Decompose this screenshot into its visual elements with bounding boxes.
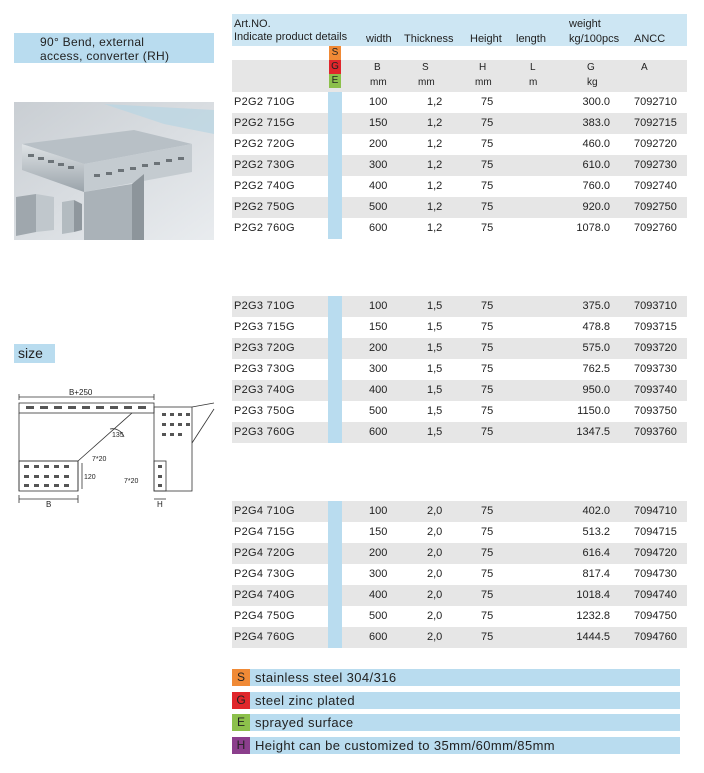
table-row (232, 564, 687, 585)
cell-width: 300 (369, 568, 388, 580)
cell-width: 600 (369, 631, 388, 643)
cell-height: 75 (481, 568, 494, 580)
cell-thickness: 1,2 (427, 138, 443, 150)
cell-thickness: 1,5 (427, 321, 443, 333)
header-indicate: Indicate product details (234, 31, 348, 43)
cell-art-no: P2G2 740G (234, 180, 295, 192)
cell-art-no: P2G2 760G (234, 222, 295, 234)
cell-height: 75 (481, 526, 494, 538)
legend-item-h (232, 737, 680, 754)
cell-thickness: 1,5 (427, 342, 443, 354)
legend-item-g (232, 692, 680, 709)
cell-art-no: P2G4 730G (234, 568, 295, 580)
cell-thickness: 2,0 (427, 610, 443, 622)
cell-width: 150 (369, 117, 388, 129)
unit-s: mm (418, 77, 435, 88)
cell-weight: 950.0 (582, 384, 610, 396)
cell-thickness: 1,2 (427, 96, 443, 108)
cell-ancc: 7092720 (634, 138, 677, 150)
cell-ancc: 7094760 (634, 631, 677, 643)
cell-height: 75 (481, 610, 494, 622)
cell-weight: 1444.5 (576, 631, 610, 643)
dim-hole-side-label: 7*20 (124, 478, 139, 485)
legend-item-e (232, 714, 680, 731)
cell-thickness: 2,0 (427, 526, 443, 538)
cell-thickness: 1,5 (427, 300, 443, 312)
cell-weight: 762.5 (582, 363, 610, 375)
cell-weight: 300.0 (582, 96, 610, 108)
cell-width: 150 (369, 526, 388, 538)
cell-thickness: 2,0 (427, 589, 443, 601)
header-units-stripe (232, 60, 687, 92)
dim-b-label: B (46, 500, 52, 509)
cell-width: 300 (369, 159, 388, 171)
table-row (232, 422, 687, 443)
table-row (232, 522, 687, 543)
header-height: Height (470, 33, 502, 45)
cell-ancc: 7093720 (634, 342, 677, 354)
cell-ancc: 7093750 (634, 405, 677, 417)
cell-thickness: 1,2 (427, 222, 443, 234)
table-row (232, 197, 687, 218)
cell-ancc: 7092750 (634, 201, 677, 213)
cell-weight: 1150.0 (577, 405, 610, 417)
cell-width: 200 (369, 547, 388, 559)
cell-art-no: P2G3 715G (234, 321, 295, 333)
cell-ancc: 7092740 (634, 180, 677, 192)
cell-ancc: 7093740 (634, 384, 677, 396)
cell-weight: 575.0 (582, 342, 610, 354)
cell-art-no: P2G3 740G (234, 384, 295, 396)
cell-height: 75 (481, 363, 494, 375)
sym-a: A (641, 62, 648, 73)
cell-width: 600 (369, 426, 388, 438)
cell-art-no: P2G3 730G (234, 363, 295, 375)
cell-ancc: 7094710 (634, 505, 677, 517)
legend-text-h: Height can be customized to 35mm/60mm/85mm (255, 738, 556, 753)
technical-drawing (14, 385, 224, 510)
sym-b: B (374, 62, 381, 73)
cell-ancc: 7094740 (634, 589, 677, 601)
cell-weight: 513.2 (582, 526, 610, 538)
header-art-no: Art.NO. (234, 18, 271, 30)
cell-art-no: P2G4 750G (234, 610, 295, 622)
table-row (232, 134, 687, 155)
cell-weight: 402.0 (582, 505, 610, 517)
cell-art-no: P2G2 720G (234, 138, 295, 150)
cell-weight: 760.0 (582, 180, 610, 192)
cell-ancc: 7093715 (634, 321, 677, 333)
cell-thickness: 1,5 (427, 384, 443, 396)
cell-art-no: P2G4 710G (234, 505, 295, 517)
table-header (232, 14, 687, 92)
cell-height: 75 (481, 405, 494, 417)
cell-height: 75 (481, 589, 494, 601)
cell-height: 75 (481, 138, 494, 150)
legend-key-h: H (232, 737, 250, 754)
cell-weight: 1347.5 (576, 426, 610, 438)
table-p2g4 (232, 501, 687, 648)
table-row (232, 543, 687, 564)
header-length: length (516, 33, 546, 45)
cell-art-no: P2G4 720G (234, 547, 295, 559)
cell-height: 75 (481, 117, 494, 129)
cell-height: 75 (481, 300, 494, 312)
cell-height: 75 (481, 321, 494, 333)
table-row (232, 176, 687, 197)
cell-width: 500 (369, 201, 388, 213)
badge-e: E (329, 74, 341, 88)
table-row (232, 501, 687, 522)
cell-weight: 1018.4 (576, 589, 610, 601)
legend-item-s (232, 669, 680, 686)
cell-art-no: P2G3 720G (234, 342, 295, 354)
cell-weight: 1232.8 (576, 610, 610, 622)
cell-art-no: P2G2 715G (234, 117, 295, 129)
cell-art-no: P2G4 760G (234, 631, 295, 643)
product-photo (14, 102, 214, 240)
cell-width: 150 (369, 321, 388, 333)
cell-thickness: 1,2 (427, 180, 443, 192)
sym-h: H (479, 62, 487, 73)
cell-height: 75 (481, 96, 494, 108)
cell-height: 75 (481, 426, 494, 438)
dim-top-label: B+250 (69, 388, 93, 397)
table-row (232, 218, 687, 239)
unit-h: mm (475, 77, 492, 88)
legend-key-e: E (232, 714, 250, 731)
cell-art-no: P2G4 715G (234, 526, 295, 538)
dim-angle-label: 135 (112, 432, 124, 439)
cell-width: 300 (369, 363, 388, 375)
table-row (232, 380, 687, 401)
table-p2g2 (232, 92, 687, 239)
sym-g: G (587, 62, 595, 73)
cell-height: 75 (481, 547, 494, 559)
cell-weight: 817.4 (582, 568, 610, 580)
cell-art-no: P2G2 710G (234, 96, 295, 108)
cell-width: 100 (369, 300, 388, 312)
cell-thickness: 2,0 (427, 547, 443, 559)
table-row (232, 401, 687, 422)
unit-g: kg (587, 77, 598, 88)
cell-ancc: 7094750 (634, 610, 677, 622)
cell-height: 75 (481, 159, 494, 171)
table-row (232, 317, 687, 338)
dim-h-label: H (157, 500, 163, 509)
cell-weight: 1078.0 (576, 222, 610, 234)
legend-key-g: G (232, 692, 250, 709)
header-width: width (366, 33, 392, 45)
cell-height: 75 (481, 222, 494, 234)
cell-art-no: P2G3 750G (234, 405, 295, 417)
dim-hole-label: 7*20 (92, 456, 107, 463)
cell-ancc: 7092730 (634, 159, 677, 171)
header-weight-unit: kg/100pcs (569, 33, 620, 45)
table-row (232, 338, 687, 359)
cell-ancc: 7093730 (634, 363, 677, 375)
badge-s: S (329, 46, 341, 60)
sym-s: S (422, 62, 429, 73)
cell-art-no: P2G3 760G (234, 426, 295, 438)
cell-width: 200 (369, 138, 388, 150)
cell-width: 200 (369, 342, 388, 354)
cell-weight: 920.0 (582, 201, 610, 213)
cell-ancc: 7092710 (634, 96, 677, 108)
header-thickness: Thickness (404, 33, 454, 45)
legend-text-s: stainless steel 304/316 (255, 670, 397, 685)
cell-weight: 383.0 (582, 117, 610, 129)
cell-width: 100 (369, 505, 388, 517)
cell-width: 400 (369, 384, 388, 396)
header-weight: weight (569, 18, 601, 30)
cell-thickness: 1,5 (427, 405, 443, 417)
cell-width: 600 (369, 222, 388, 234)
cell-ancc: 7094715 (634, 526, 677, 538)
cell-width: 400 (369, 589, 388, 601)
cell-height: 75 (481, 180, 494, 192)
sym-l: L (530, 62, 536, 73)
cell-thickness: 1,2 (427, 159, 443, 171)
size-label: size (14, 344, 55, 363)
legend-text-e: sprayed surface (255, 715, 354, 730)
cell-art-no: P2G3 710G (234, 300, 295, 312)
cell-weight: 610.0 (582, 159, 610, 171)
cell-height: 75 (481, 201, 494, 213)
cell-thickness: 2,0 (427, 505, 443, 517)
cell-height: 75 (481, 384, 494, 396)
cell-art-no: P2G2 750G (234, 201, 295, 213)
product-title-line2: access, converter (RH) (40, 49, 170, 63)
cell-weight: 375.0 (582, 300, 610, 312)
cell-height: 75 (481, 505, 494, 517)
table-row (232, 627, 687, 648)
cell-weight: 460.0 (582, 138, 610, 150)
cell-width: 500 (369, 610, 388, 622)
cell-ancc: 7093710 (634, 300, 677, 312)
cell-width: 100 (369, 96, 388, 108)
cell-thickness: 2,0 (427, 631, 443, 643)
cell-thickness: 1,2 (427, 117, 443, 129)
table-p2g3 (232, 296, 687, 443)
cell-height: 75 (481, 342, 494, 354)
cell-width: 400 (369, 180, 388, 192)
table-row (232, 359, 687, 380)
table-row (232, 606, 687, 627)
cell-ancc: 7094730 (634, 568, 677, 580)
cell-thickness: 1,5 (427, 363, 443, 375)
cell-thickness: 1,5 (427, 426, 443, 438)
table-row (232, 155, 687, 176)
unit-l: m (529, 77, 538, 88)
table-row (232, 113, 687, 134)
dim-height-label: 120 (84, 474, 96, 481)
legend-key-s: S (232, 669, 250, 686)
cell-ancc: 7094720 (634, 547, 677, 559)
header-ancc: ANCC (634, 33, 666, 45)
table-row (232, 585, 687, 606)
cell-height: 75 (481, 631, 494, 643)
cell-weight: 616.4 (582, 547, 610, 559)
product-title-line1: 90° Bend, external (40, 35, 145, 49)
cell-thickness: 2,0 (427, 568, 443, 580)
badge-g: G (329, 60, 341, 74)
cell-ancc: 7092715 (634, 117, 677, 129)
table-row (232, 296, 687, 317)
cell-ancc: 7093760 (634, 426, 677, 438)
table-row (232, 92, 687, 113)
cell-width: 500 (369, 405, 388, 417)
product-title (14, 33, 214, 63)
legend-text-g: steel zinc plated (255, 693, 356, 708)
cell-ancc: 7092760 (634, 222, 677, 234)
cell-weight: 478.8 (582, 321, 610, 333)
cell-thickness: 1,2 (427, 201, 443, 213)
cell-art-no: P2G2 730G (234, 159, 295, 171)
cell-art-no: P2G4 740G (234, 589, 295, 601)
unit-b: mm (370, 77, 387, 88)
